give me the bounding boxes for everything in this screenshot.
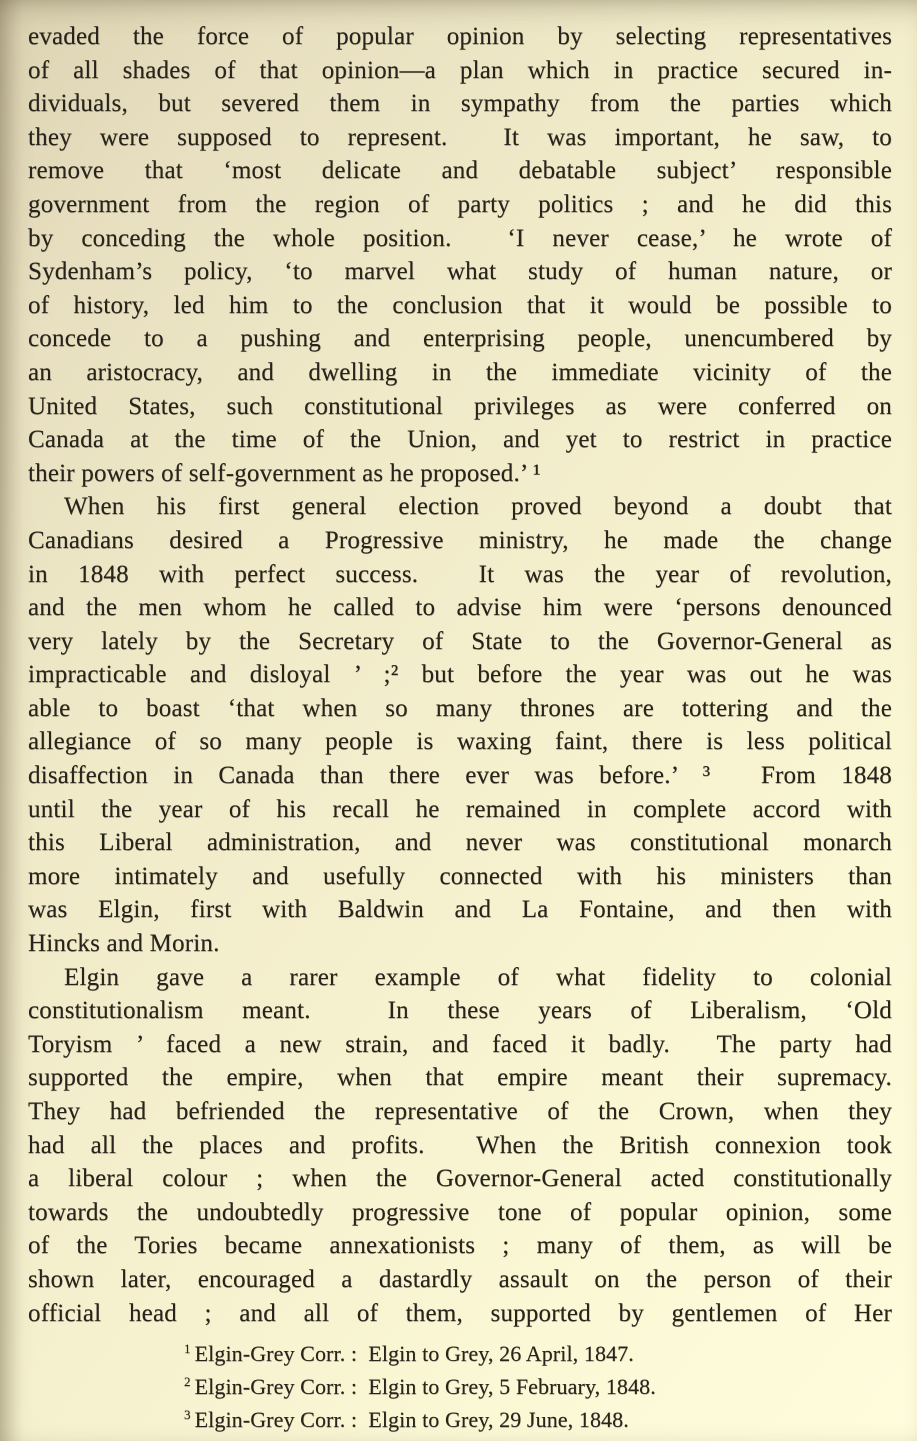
footnote — [184, 1403, 892, 1436]
paragraphs — [28, 20, 892, 1330]
footnote — [184, 1370, 892, 1403]
paragraph — [28, 490, 892, 960]
text-line: constitutionalism meant. In these years of Liberalism, ‘Old — [28, 997, 892, 1025]
text-line: They had befriended the representative of the Crown, when they — [28, 1098, 892, 1125]
text-line: shown later, encouraged a dastardly assault on the person of their — [28, 1265, 892, 1293]
text-line: an aristocracy, and dwelling in the immediate vicinity of the — [28, 358, 892, 386]
text-line: until the year of his recall he remained in complete accord with — [28, 795, 892, 823]
text-line: When his first general election proved beyond a doubt that — [64, 493, 892, 521]
text-line: more intimately and usefully connected with his ministers than — [28, 862, 892, 890]
text-line: remove that ‘most delicate and debatable subject’ responsible — [28, 157, 892, 185]
text-line: had all the places and profits. When the British connexion took — [28, 1131, 892, 1159]
footnote-marker: 2 — [184, 1373, 191, 1389]
text-line: Canada at the time of the Union, and yet to restrict in practice — [28, 426, 892, 454]
text-line: they were supposed to represent. It was important, he saw, to — [28, 123, 892, 151]
text-line: of all shades of that opinion—a plan which in practice secured in- — [28, 56, 892, 84]
text-line: of the Tories became annexationists ; many of them, as will be — [28, 1232, 892, 1260]
footnote-text: Elgin-Grey Corr. : Elgin to Grey, 26 April, 1847. — [194, 1341, 634, 1367]
text-line: United States, such constitutional privileges as were conferred on — [28, 392, 892, 420]
paragraph — [28, 20, 892, 490]
text-line: by conceding the whole position. ‘I never cease,’ he wrote of — [28, 224, 892, 252]
text-line: was Elgin, first with Baldwin and La Fontaine, and then with — [28, 896, 892, 924]
text-line: disaffection in Canada than there ever was before.’ ³ From 1848 — [28, 762, 892, 790]
text-line: Canadians desired a Progressive ministry, he made the change — [28, 526, 892, 554]
footnotes — [28, 1337, 892, 1436]
footnote-marker: 1 — [184, 1340, 191, 1356]
text-line: Toryism ’ faced a new strain, and faced it badly. The party had — [28, 1030, 892, 1058]
text-line: very lately by the Secretary of State to the Governor-General as — [28, 627, 892, 655]
text-line: impracticable and disloyal ’ ;² but before the year was out he was — [28, 661, 892, 689]
text-line: of history, led him to the conclusion that it would be possible to — [28, 291, 892, 319]
text-line: government from the region of party politics ; and he did this — [28, 190, 892, 218]
text-line: supported the empire, when that empire meant their supremacy. — [28, 1064, 892, 1092]
text-line: Sydenham’s policy, ‘to marvel what study of human nature, or — [28, 258, 892, 286]
text-line: evaded the force of popular opinion by selecting representatives — [28, 23, 892, 50]
footnote — [184, 1337, 892, 1370]
text-line: Hincks and Morin. — [28, 930, 220, 958]
text-line: towards the undoubtedly progressive tone of popular opinion, some — [28, 1198, 892, 1226]
text-line: their powers of self-government as he proposed.’ ¹ — [28, 459, 541, 487]
footnote-text: Elgin-Grey Corr. : Elgin to Grey, 29 June, 1848. — [194, 1407, 629, 1433]
text-line: allegiance of so many people is waxing faint, there is less political — [28, 728, 892, 756]
page-text — [28, 20, 892, 1436]
text-line: dividuals, but severed them in sympathy from the parties which — [28, 90, 892, 118]
text-line: Elgin gave a rarer example of what fidelity to colonial — [64, 963, 892, 991]
text-line: official head ; and all of them, supported by gentlemen of Her — [28, 1299, 892, 1327]
footnote-text: Elgin-Grey Corr. : Elgin to Grey, 5 February, 1848. — [194, 1374, 656, 1400]
footnote-marker: 3 — [184, 1406, 191, 1422]
text-line: a liberal colour ; when the Governor-General acted constitutionally — [28, 1165, 892, 1193]
text-line: this Liberal administration, and never was constitutional monarch — [28, 829, 892, 857]
text-line: in 1848 with perfect success. It was the year of revolution, — [28, 560, 892, 588]
text-line: able to boast ‘that when so many thrones are tottering and the — [28, 694, 892, 722]
text-line: and the men whom he called to advise him were ‘persons denounced — [28, 594, 892, 622]
text-line: concede to a pushing and enterprising people, unencumbered by — [28, 325, 892, 353]
paragraph — [28, 961, 892, 1331]
